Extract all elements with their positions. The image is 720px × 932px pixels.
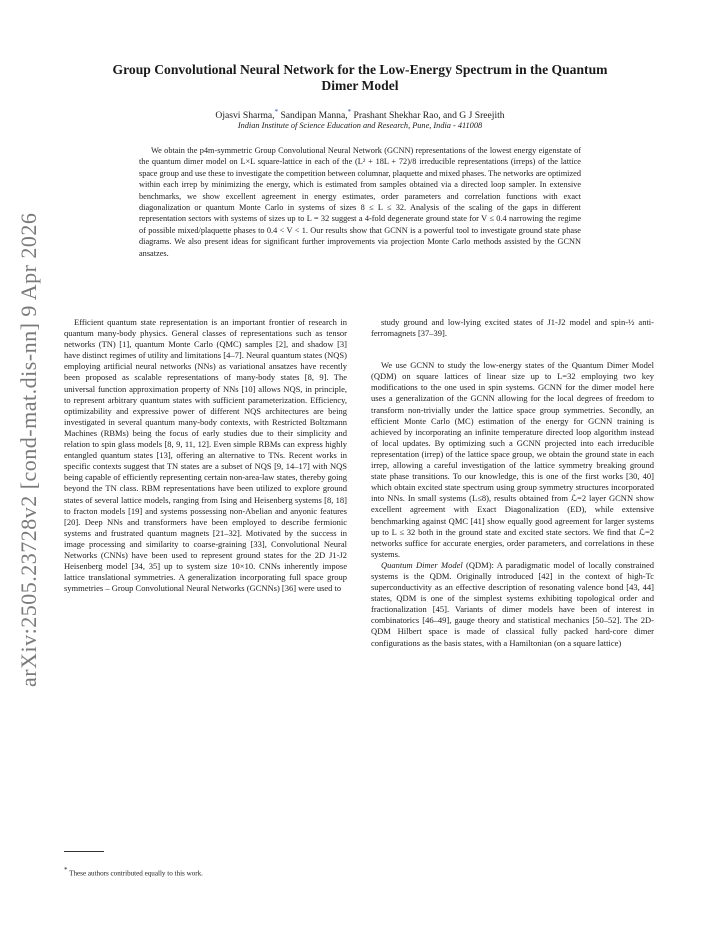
equal-contribution-mark-2[interactable]: * xyxy=(347,108,352,116)
footnote xyxy=(64,866,347,878)
right-paragraph-3 xyxy=(371,560,654,649)
equal-contribution-mark-1[interactable]: * xyxy=(274,108,279,116)
title-line-1: Group Convolutional Neural Network for the Low-Energy Spectrum in the Quantum xyxy=(112,62,608,77)
paper-title xyxy=(60,62,660,94)
footnote-mark: * xyxy=(64,866,68,874)
qdm-heading: Quantum Dimer Model xyxy=(381,559,463,570)
intro-paragraph: Efficient quantum state representation is an important frontier of research in quantum many-body physics. General classes of representations such as tensor networks (TN) [1], quantum Monte Carlo (QMC) samples [2], and shadow [3] have distinct regimes of utility and limitations [4–7]. Neural quantum states (NQS) employing artificial neural networks (NNs) as variational ansatzes have recently been proposed as scalable representations of many-body states [8, 9]. The universal function approximation property of NNs [10] allows NQS, in principle, to represent arbitrary quantum states with sufficient parameterization. Efficiency, optimizability and expressive power of different NQS architectures are being investigated in several quantum many-body contexts, with Restricted Boltzmann Machines (RBMs) being the focus of early studies due to their simplicity and relation to spin glass models [8, 9, 11, 12]. Even simple RBMs can express highly entangled quantum states [13], offering an alternative to TNs. Recent works in specific contexts suggest that TN states are a subset of NQS [9, 14–17] with NQS being capable of efficiently representing certain non-area-law states, thereby going beyond the TN class. RBM representations have been utilized to explore ground states of several lattice models, ranging from Ising and Heisenberg systems [8, 18] to fracton models [19] and systems possessing non-Abelian and anyonic features [20]. Deep NNs and transformers have been employed to describe fermionic systems and frustrated quantum magnets [21–32]. Motivated by the success in image processing and similarity to coarse-graining [33], Convolutional Neural Networks (CNNs) have been used to represent ground states for the 2D J1-J2 Heisenberg model [34, 35] up to system size 10×10. CNNs inherently impose lattice translational symmetries. A generalization incorporating full space group symmetries – Group Convolutional Neural Networks (GCNNs) [36] were used to xyxy=(64,317,347,594)
affiliation: Indian Institute of Science Education and Research, Pune, India - 411008 xyxy=(237,121,483,130)
right-paragraph-1: study ground and low-lying excited states of J1-J2 model and spin-½ anti-ferromagnets [37–39]. xyxy=(371,317,654,339)
arxiv-identifier-stamp: arXiv:2505.23728v2 [cond-mat.dis-nn] 9 Apr 2026 xyxy=(16,212,41,688)
author-list xyxy=(60,108,660,121)
author-2: Sandipan Manna, xyxy=(278,110,348,122)
footnote-rule xyxy=(64,851,104,852)
footnote-text: These authors contributed equally to this work. xyxy=(69,869,203,878)
right-column xyxy=(371,317,654,649)
left-column xyxy=(64,317,347,594)
author-rest: Prashant Shekhar Rao, and G J Sreejith xyxy=(351,110,505,122)
right-paragraph-2: We use GCNN to study the low-energy states of the Quantum Dimer Model (QDM) on square lattices of linear size up to L=32 employing two key modifications to the one used in spin systems. GCNN for the dimer model here uses a generalization of the GCNN allowing for the local degrees of freedom to transform non-trivially under the lattice space group symmetries. Secondly, an efficient Monte Carlo (MC) estimation of the energy for GCNN training is achieved by incorporating an infinite temperature directed loop algorithm instead of local updates. By optimizing such a GCNN projected into each irreducible representation (irrep) of the lattice space group, we obtain the ground state in each irrep, allowing a careful investigation of the lattice symmetry breaking ground state phase transitions. To our knowledge, this is one of the first works [30, 40] which obtain excited state spectrum using group symmetry structures incorporated into NNs. In small systems (L≤8), results obtained from ℒ=2 layer GCNN show excellent agreement with Exact Diagonalization (ED), while extensive benchmarking against QMC [41] show equally good agreement for larger systems up to L ≤ 32 both in the ground state and excited state sectors. We find that ℒ=2 networks suffice for accurate energies, order parameters, and correlations in these systems. xyxy=(371,360,654,559)
abstract: We obtain the p4m-symmetric Group Convolutional Neural Network (GCNN) representations of the lowest energy eigenstate of the quantum dimer model on L×L square-lattice in each of the (L² + 18L + 72)/8 irreducible representations (irreps) of the lattice space group and use these to investigate the competition between columnar, plaquette and mixed phases. The networks are optimized within each irrep by minimizing the energy, which is estimated from samples obtained via a directed loop sampler. In extensive benchmarks, we show excellent agreement in energy estimates, order parameters and correlation functions with exact diagonalization or quantum Monte Carlo in systems of sizes 8 ≤ L ≤ 32. Analysis of the scaling of the gaps in different representation sectors with systems of sizes up to L = 32 suggest a 4-fold degenerate ground state for V ≤ 0.4 narrowing the regime of possible mixed/plaquette phases to 0.4 < V < 1. Our results show that GCNN is a powerful tool to investigate ground state phase diagrams. We also present ideas for significant further improvements via projection Monte Carlo methods assisted by the GCNN ansatzes. xyxy=(139,146,581,258)
qdm-text: (QDM): A paradigmatic model of locally constrained systems is the QDM. Originally introduced [42] in the context of high-Tc superconductivity as an effective description of resonating valence bond [43, 44] states, QDM is one of the simplest systems exhibiting topological order and fractionalization [45]. Variants of dimer models have been of interest in combinatorics [46–49], gauge theory and statistical mechanics [50–52]. The 2D-QDM Hilbert space is made of classical fully packed hard-core dimer configurations as the basis states, with a Hamiltonian (on a square lattice) xyxy=(371,559,655,648)
author-1: Ojasvi Sharma, xyxy=(215,110,275,122)
title-line-2: Dimer Model xyxy=(321,78,399,93)
